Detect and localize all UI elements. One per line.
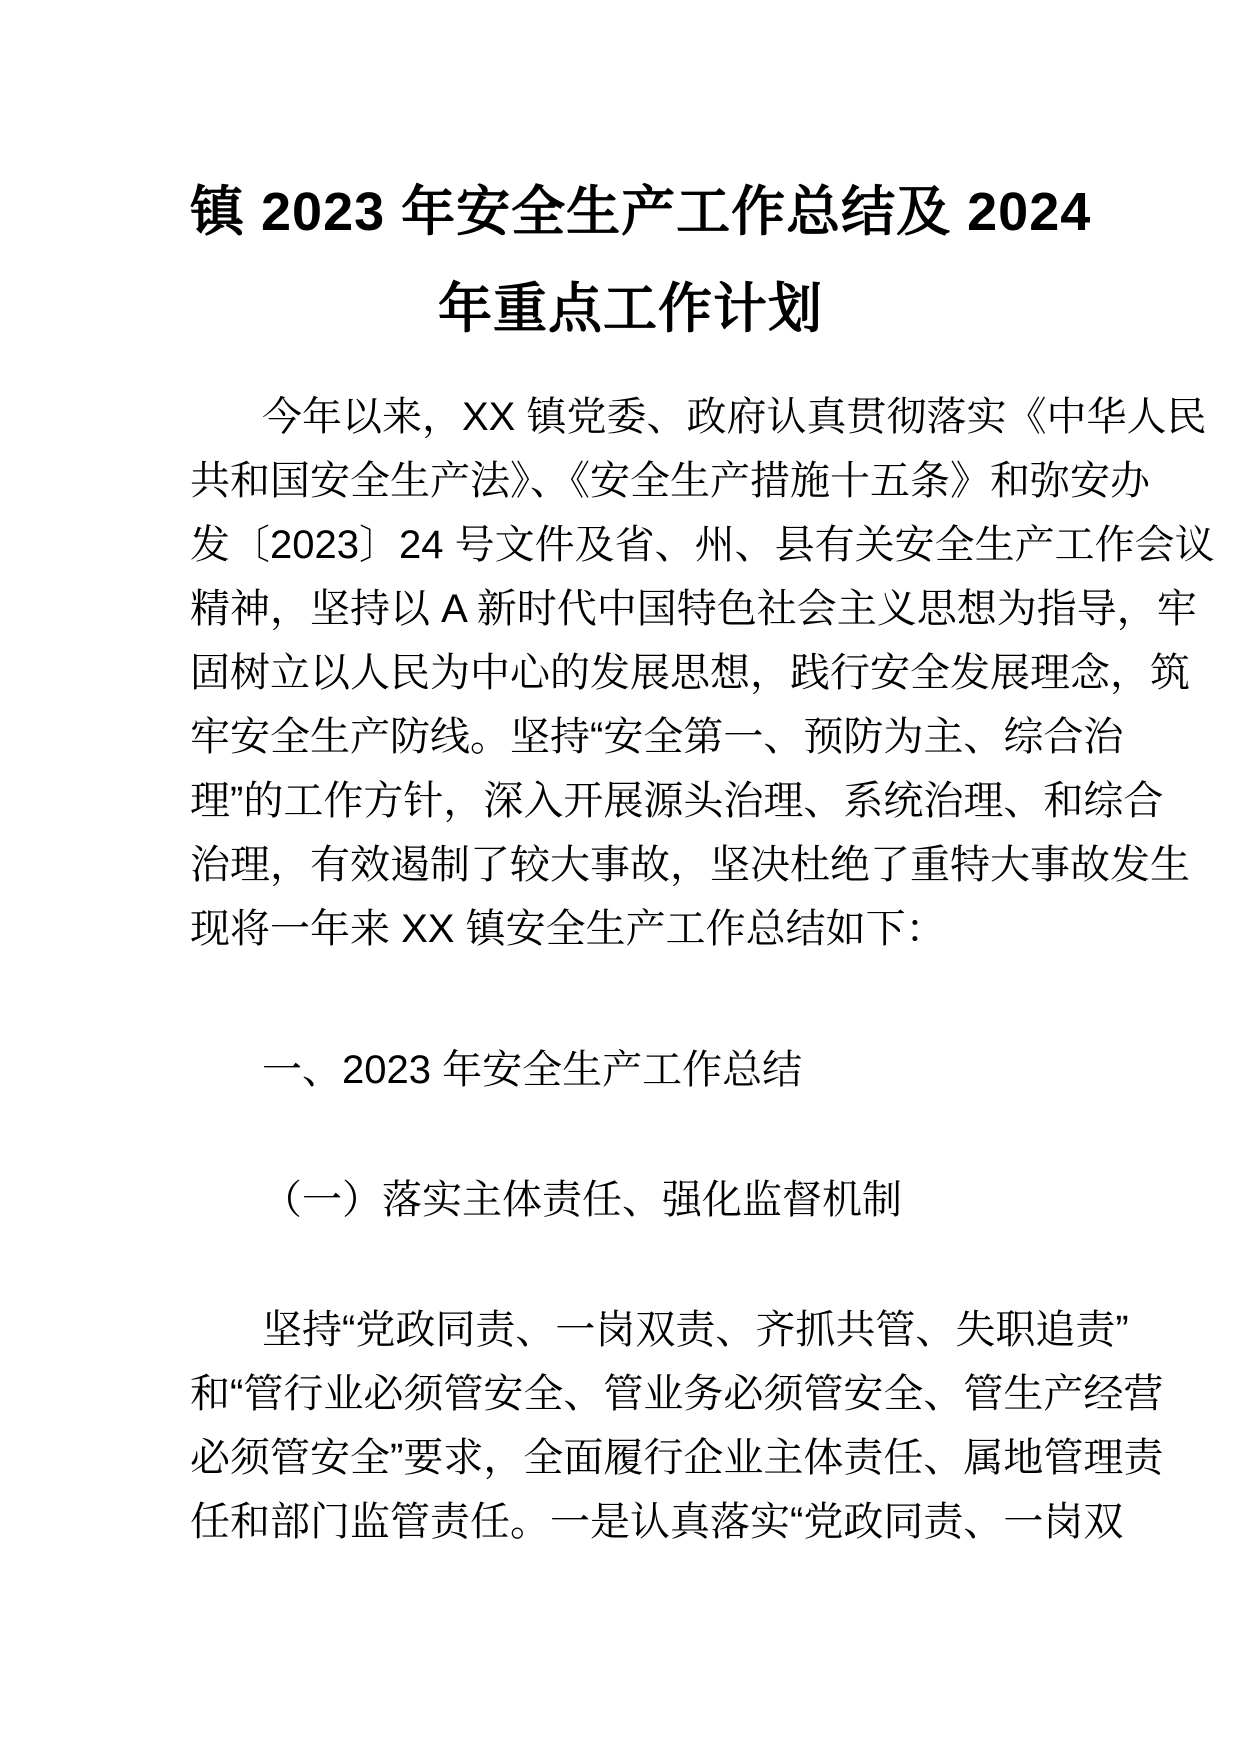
paragraph-line: 坚持“党政同责、一岗双责、齐抓共管、失职追责” [262,1308,1129,1352]
paragraph-line: 任和部门监管责任。一是认真落实“党政同责、一岗双 [190,1500,1124,1544]
document-title [190,164,1092,358]
paragraph-line: 固树立以人民为中心的发展思想，践行安全发展理念，筑 [190,651,1190,695]
paragraph-line: 现将一年来 XX 镇安全生产工作总结如下： [190,907,946,951]
paragraph-line: 今年以来，XX 镇党委、政府认真贯彻落实《中华人民 [262,395,1207,439]
paragraph-line: 精神，坚持以 A 新时代中国特色社会主义思想为指导，牢 [190,587,1197,631]
heading-text: 一、2023 年安全生产工作总结 [262,1048,803,1092]
section-heading-level2 [190,1168,1071,1232]
paragraph-line: 牢安全生产防线。坚持“安全第一、预防为主、综合治 [190,715,1124,759]
section-heading-level1 [190,1038,1071,1102]
paragraph-line: 发〔2023〕24 号文件及省、州、县有关安全生产工作会议 [190,523,1215,567]
intro-paragraph [190,385,1215,961]
paragraph-line: 共和国安全生产法》、《安全生产措施十五条》和弥安办 [190,459,1150,503]
paragraph-line: 治理，有效遏制了较大事故，坚决杜绝了重特大事故发生 [190,843,1190,887]
paragraph-line: 和“管行业必须管安全、管业务必须管安全、管生产经营 [190,1372,1164,1416]
paragraph-line: 必须管安全”要求，全面履行企业主体责任、属地管理责 [190,1436,1164,1480]
body-paragraph [190,1298,1164,1554]
title-line: 镇 2023 年安全生产工作总结及 2024 [190,182,1092,242]
paragraph-line: 理”的工作方针，深入开展源头治理、系统治理、和综合 [190,779,1164,823]
title-line: 年重点工作计划 [438,279,823,339]
heading-text: （一）落实主体责任、强化监督机制 [262,1178,902,1222]
